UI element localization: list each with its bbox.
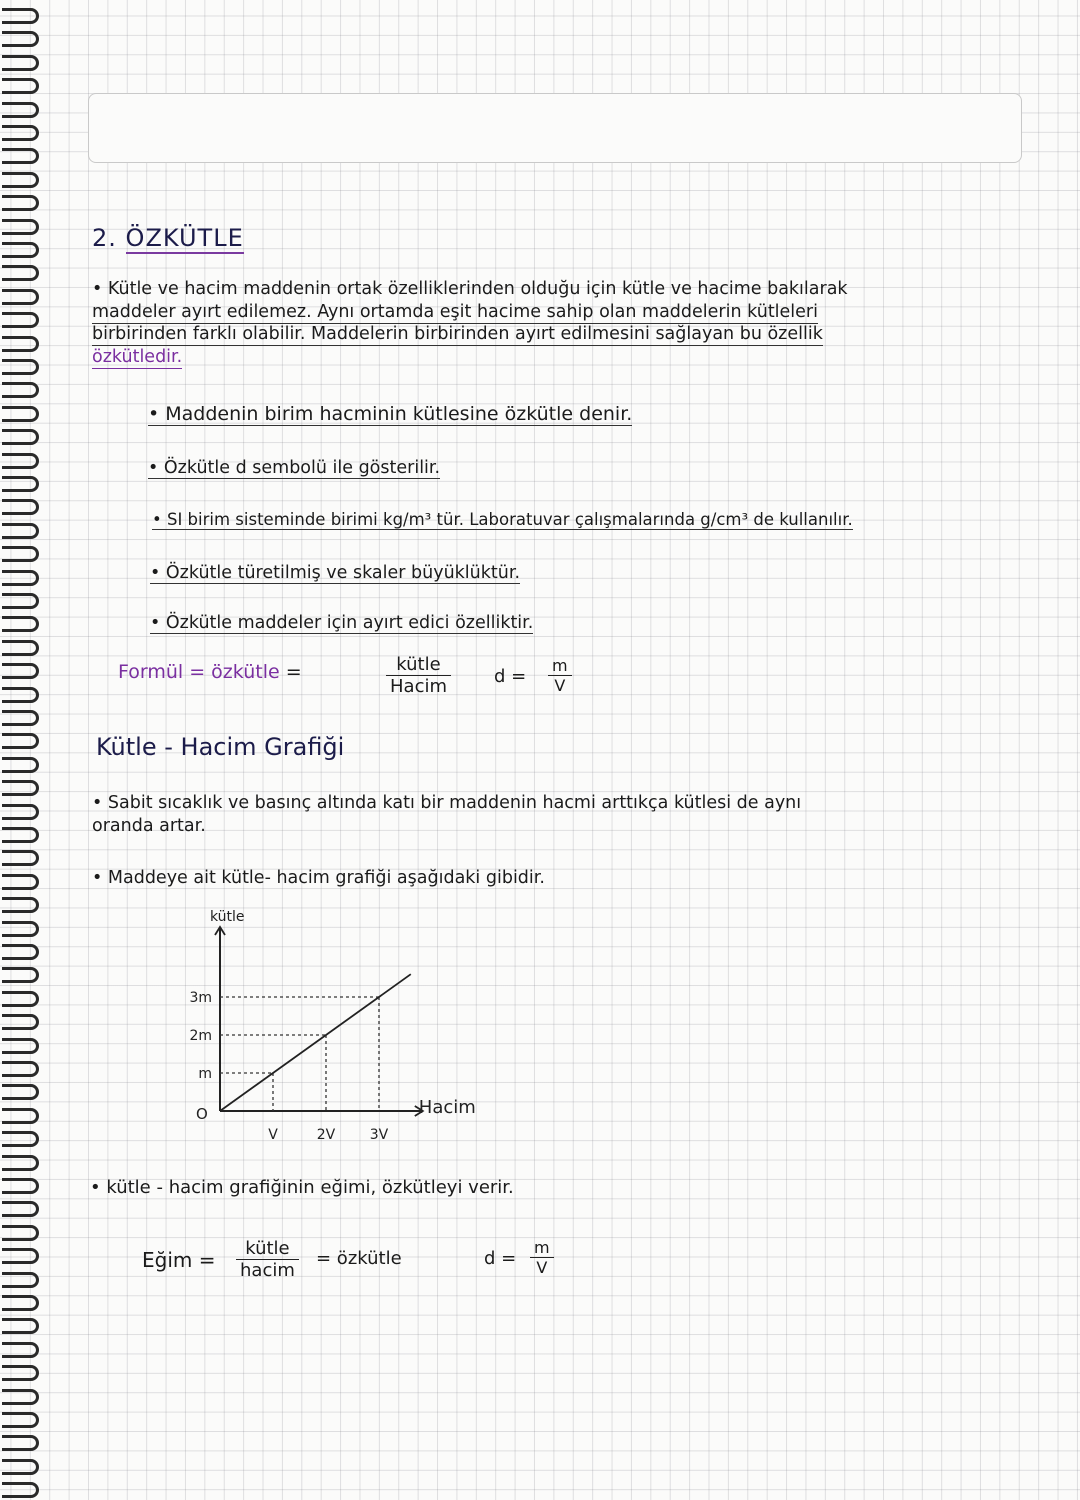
spiral-ring: [2, 1131, 39, 1147]
spiral-ring: [2, 1459, 39, 1475]
spiral-ring: [2, 1342, 39, 1358]
spiral-ring: [2, 195, 39, 211]
spiral-ring: [2, 1272, 39, 1288]
spiral-ring: [2, 804, 39, 820]
slope-numerator: kütle: [236, 1238, 299, 1260]
spiral-ring: [2, 593, 39, 609]
header-box: [88, 93, 1022, 163]
formula-d-fraction: $\frac{m}{V}$: [548, 656, 572, 695]
spiral-ring: [2, 312, 39, 328]
spiral-ring: [2, 897, 39, 913]
spiral-ring: [2, 663, 39, 679]
spiral-ring: [2, 406, 39, 422]
slope-denominator: hacim: [240, 1260, 295, 1281]
spiral-ring: [2, 1389, 39, 1405]
spiral-ring: [2, 827, 39, 843]
spiral-ring: [2, 570, 39, 586]
spiral-ring: [2, 359, 39, 375]
spiral-ring: [2, 640, 39, 656]
slope-label: Eğim =: [142, 1248, 216, 1272]
spiral-ring: [2, 1038, 39, 1054]
bullet-definition: • Maddenin birim hacminin kütlesine özkütle denir.: [148, 403, 633, 425]
graph-line-1: • Sabit sıcaklık ve basınç altında katı bir maddenin hacmi arttıkça kütlesi de aynı: [92, 793, 802, 813]
x-tick-label: 2V: [316, 1127, 336, 1143]
slope-statement: • kütle - hacim grafiğinin eğimi, özkütleyi verir.: [90, 1177, 514, 1198]
spiral-ring: [2, 1365, 39, 1381]
spiral-ring: [2, 967, 39, 983]
intro-line-4: özkütledir.: [92, 347, 183, 367]
spiral-ring: [2, 476, 39, 492]
spiral-ring: [2, 1248, 39, 1264]
spiral-ring: [2, 710, 39, 726]
spiral-ring: [2, 382, 39, 398]
formula-label: Formül = özkütle: [118, 661, 280, 683]
spiral-ring: [2, 944, 39, 960]
spiral-ring: [2, 616, 39, 632]
spiral-ring: [2, 8, 39, 24]
bullet-scalar: • Özkütle türetilmiş ve skaler büyüklüktür.: [150, 563, 521, 583]
x-tick-label: V: [268, 1127, 278, 1143]
spiral-ring: [2, 102, 39, 118]
graph-line-3: • Maddeye ait kütle- hacim grafiği aşağıdaki gibidir.: [92, 868, 545, 888]
spiral-ring: [2, 1178, 39, 1194]
y-axis-label: kütle: [210, 909, 245, 925]
graph-section-title: Kütle - Hacim Grafiği: [96, 733, 345, 761]
formula-denominator: Hacim: [390, 676, 447, 697]
slope-d: d =: [484, 1248, 517, 1269]
spiral-ring: [2, 499, 39, 515]
spiral-ring: [2, 1482, 39, 1498]
formula-fraction: [386, 654, 451, 697]
spiral-ring: [2, 1108, 39, 1124]
spiral-ring: [2, 1412, 39, 1428]
spiral-ring: [2, 1318, 39, 1334]
formula-numerator: kütle: [386, 654, 451, 676]
origin-label: O: [196, 1105, 208, 1123]
spiral-ring: [2, 733, 39, 749]
x-tick-label: 3V: [369, 1127, 389, 1143]
mass-volume-chart: [160, 905, 520, 1155]
bullet-distinctive: • Özkütle maddeler için ayırt edici özelliktir.: [150, 613, 534, 633]
spiral-ring: [2, 1061, 39, 1077]
spiral-ring: [2, 523, 39, 539]
series-line: [220, 974, 411, 1111]
spiral-ring: [2, 125, 39, 141]
spiral-ring: [2, 1225, 39, 1241]
slope-equals-density: = özkütle: [316, 1248, 402, 1269]
spiral-ring: [2, 546, 39, 562]
intro-line-3: birbirinden farklı olabilir. Maddelerin birbirinden ayırt edilmesini sağlayan bu özellik: [92, 324, 823, 344]
spiral-ring: [2, 757, 39, 773]
spiral-ring: [2, 687, 39, 703]
spiral-ring: [2, 265, 39, 281]
spiral-ring: [2, 242, 39, 258]
spiral-ring: [2, 78, 39, 94]
slope-fraction: [236, 1238, 299, 1281]
y-tick-label: 2m: [189, 1028, 212, 1044]
spiral-ring: [2, 1295, 39, 1311]
spiral-binding: [0, 0, 44, 1500]
spiral-ring: [2, 219, 39, 235]
spiral-ring: [2, 453, 39, 469]
spiral-ring: [2, 1014, 39, 1030]
spiral-ring: [2, 55, 39, 71]
intro-line-1: • Kütle ve hacim maddenin ortak özelliklerinden olduğu için kütle ve hacime bakılarak: [92, 279, 848, 299]
spiral-ring: [2, 1201, 39, 1217]
spiral-ring: [2, 31, 39, 47]
formula-density: Formül = özkütle =: [118, 661, 302, 683]
spiral-ring: [2, 289, 39, 305]
spiral-ring: [2, 921, 39, 937]
spiral-ring: [2, 1435, 39, 1451]
formula-d: d =: [494, 666, 527, 687]
spiral-ring: [2, 336, 39, 352]
bullet-unit: • SI birim sisteminde birimi kg/m³ tür. Laboratuvar çalışmalarında g/cm³ de kullanılır.: [152, 510, 853, 529]
heading-title: ÖZKÜTLE: [125, 224, 244, 252]
spiral-ring: [2, 148, 39, 164]
spiral-ring: [2, 429, 39, 445]
bullet-symbol: • Özkütle d sembolü ile gösterilir.: [148, 458, 441, 478]
section-heading: [92, 224, 244, 252]
graph-line-2: oranda artar.: [92, 816, 206, 836]
y-tick-label: m: [198, 1066, 212, 1082]
spiral-ring: [2, 850, 39, 866]
spiral-ring: [2, 991, 39, 1007]
slope-d-fraction: $\frac{m}{V}$: [530, 1238, 554, 1277]
spiral-ring: [2, 780, 39, 796]
spiral-ring: [2, 1155, 39, 1171]
x-axis-label: Hacim: [418, 1097, 476, 1118]
spiral-ring: [2, 1084, 39, 1100]
spiral-ring: [2, 874, 39, 890]
heading-number: 2.: [92, 224, 117, 252]
y-tick-label: 3m: [189, 990, 212, 1006]
spiral-ring: [2, 172, 39, 188]
intro-line-2: maddeler ayırt edilemez. Aynı ortamda eşit hacime sahip olan maddelerin kütleleri: [92, 302, 818, 322]
